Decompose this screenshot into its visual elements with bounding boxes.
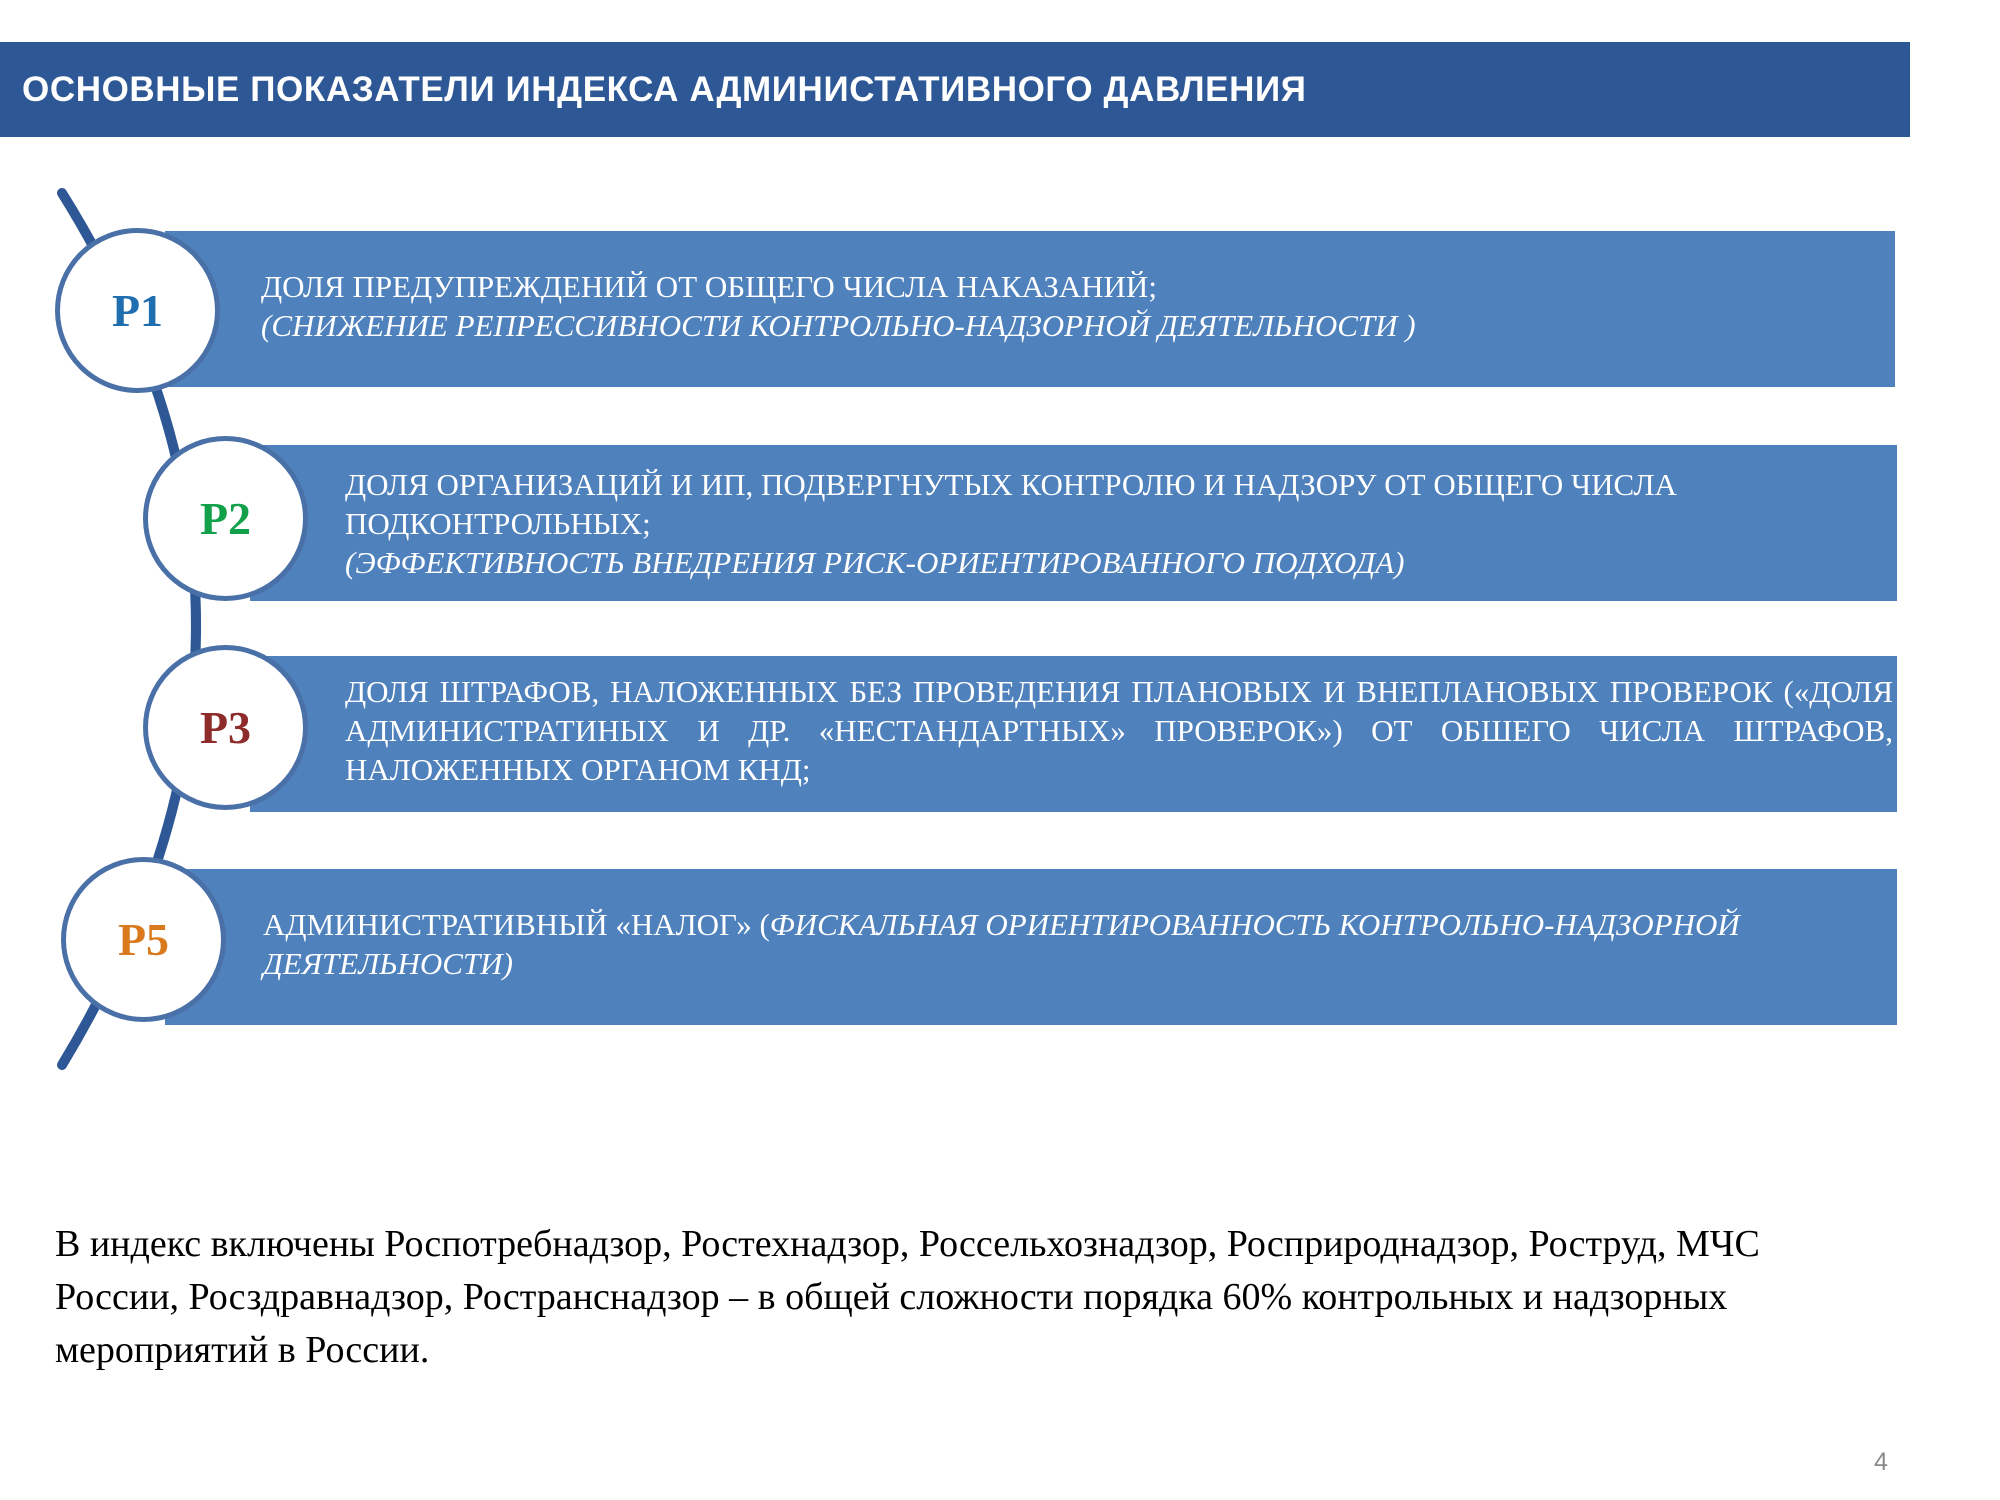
indicator-code: Р5 [117, 914, 170, 965]
indicator-text-p5 [263, 905, 1883, 983]
indicator-band-p3 [250, 656, 1897, 812]
page-title: ОСНОВНЫЕ ПОКАЗАТЕЛИ ИНДЕКСА АДМИНИСТАТИВНОГО ДАВЛЕНИЯ [22, 70, 1307, 109]
indicator-circle-p5 [61, 857, 226, 1022]
indicator-sub-text: ФИСКАЛЬНАЯ ОРИЕНТИРОВАННОСТЬ КОНТРОЛЬНО-НАДЗОРНОЙ ДЕЯТЕЛЬНОСТИ) [263, 907, 1740, 981]
indicator-band-p1 [165, 231, 1895, 387]
indicator-circle-p2 [143, 436, 308, 601]
indicator-main-text: АДМИНИСТРАТИВНЫЙ «НАЛОГ» ( [263, 907, 770, 942]
indicator-band-p2 [250, 445, 1897, 601]
indicator-code: Р1 [111, 285, 164, 336]
indicator-circle-p1 [55, 228, 220, 393]
indicator-code: Р3 [199, 702, 252, 753]
indicator-main-text: ДОЛЯ ШТРАФОВ, НАЛОЖЕННЫХ БЕЗ ПРОВЕДЕНИЯ ПЛАНОВЫХ И ВНЕПЛАНОВЫХ ПРОВЕРОК («ДОЛЯ АДМИНИСТРАТИНЫХ И ДР. «НЕСТАНДАРТНЫХ» ПРОВЕРОК») ОТ ОБШЕГО ЧИСЛА ШТРАФОВ, НАЛОЖЕННЫХ ОРГАНОМ КНД; [345, 674, 1893, 787]
indicator-main-text: ДОЛЯ ОРГАНИЗАЦИЙ И ИП, ПОДВЕРГНУТЫХ КОНТРОЛЮ И НАДЗОРУ ОТ ОБЩЕГО ЧИСЛА ПОДКОНТРОЛЬНЫХ; [345, 467, 1677, 541]
indicator-main-text: ДОЛЯ ПРЕДУПРЕЖДЕНИЙ ОТ ОБЩЕГО ЧИСЛА НАКАЗАНИЙ; [261, 269, 1157, 304]
indicator-text-p1 [261, 267, 1881, 345]
indicator-text-p2 [345, 465, 1875, 582]
indicator-sub-text: (СНИЖЕНИЕ РЕПРЕССИВНОСТИ КОНТРОЛЬНО-НАДЗОРНОЙ ДЕЯТЕЛЬНОСТИ ) [261, 308, 1416, 343]
indicator-sub-text: (ЭФФЕКТИВНОСТЬ ВНЕДРЕНИЯ РИСК-ОРИЕНТИРОВАННОГО ПОДХОДА) [345, 545, 1405, 580]
indicator-code: Р2 [199, 493, 252, 544]
indicator-circle-p3 [143, 645, 308, 810]
indicator-band-p5 [165, 869, 1897, 1025]
page-number: 4 [1874, 1448, 1888, 1476]
footnote-text: В индекс включены Роспотребнадзор, Ростехнадзор, Россельхознадзор, Росприроднадзор, Роструд, МЧС России, Росздравнадзор, Ространснадзор – в общей сложности порядка 60% контрольных и надзорных мероприятий в России. [55, 1223, 1760, 1371]
